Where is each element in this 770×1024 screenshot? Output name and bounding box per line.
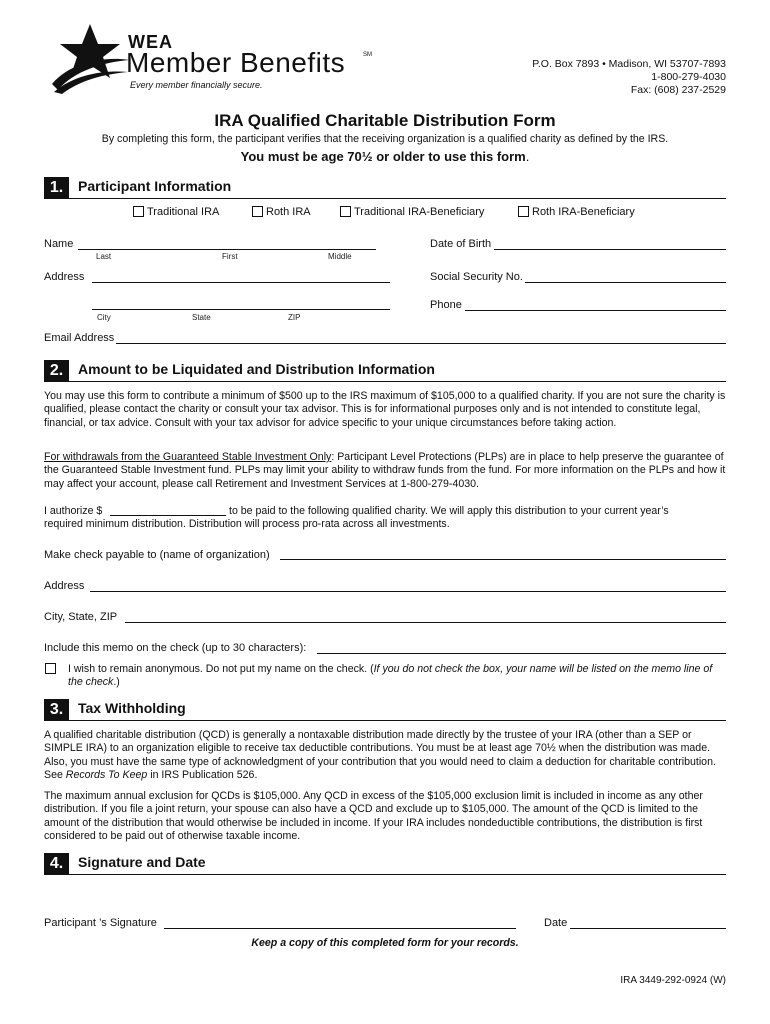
roth-ira-label: Roth IRA: [266, 206, 311, 218]
name-label: Name: [44, 238, 74, 250]
signature-field[interactable]: [164, 928, 516, 929]
address-line-2: 1-800-279-4030: [651, 71, 726, 83]
section-1-title: Participant Information: [78, 178, 232, 194]
form-title: IRA Qualified Charitable Distribution Form: [214, 111, 556, 130]
section-4-header: [44, 853, 726, 875]
star-swoosh-icon: [50, 22, 130, 94]
name-sub-last: Last: [96, 252, 112, 261]
section-2-title: Amount to be Liquidated and Distribution Information: [78, 361, 435, 377]
logo: [50, 22, 380, 97]
section-4-title: Signature and Date: [78, 854, 206, 870]
address-field[interactable]: [92, 282, 390, 283]
anonymous-text-a: I wish to remain anonymous. Do not put my name on the check. (: [68, 663, 374, 675]
roth-ira-beneficiary-label: Roth IRA-Beneficiary: [532, 206, 635, 218]
section-2-header: [44, 360, 726, 382]
dob-field[interactable]: [494, 249, 726, 250]
roth-ira-checkbox[interactable]: [252, 206, 263, 217]
form-code: IRA 3449-292-0924 (W): [620, 975, 726, 986]
logo-wea: WEA: [128, 32, 173, 52]
email-label: Email Address: [44, 332, 115, 344]
keep-copy-note: Keep a copy of this completed form for your records.: [251, 937, 519, 949]
charity-city-field[interactable]: [125, 622, 726, 623]
section-3-header: [44, 699, 726, 721]
age-notice-end: .: [525, 149, 530, 164]
payable-field[interactable]: [280, 559, 726, 560]
anonymous-text-b: .): [113, 676, 120, 689]
name-field[interactable]: [78, 249, 376, 250]
memo-label: Include this memo on the check (up to 30 characters):: [44, 642, 307, 654]
qcd-text-a: A qualified charitable distribution (QCD) is generally a nontaxable distribution made directly by the trustee of your IRA (other than a SEP or SIMPLE IRA) to an organization eligible to receive tax deductible contributions. You must be at least age 70½ when the distribution was made. Also, you must have the same type of acknowledgment of your contribution that you would need to claim a deduction for charitable contribution. See: [44, 729, 716, 782]
city-state-zip-field[interactable]: [92, 309, 390, 310]
signature-label: Participant ’s Signature: [44, 917, 157, 929]
ssn-label: Social Security No.: [430, 271, 523, 283]
section-3-paragraph-2: The maximum annual exclusion for QCDs is $105,000. Any QCD in excess of the $105,000 exclusion limit is included in income as any other distribution. If you file a joint return, your spouse can also have a QCD and exclude up to $105,000. The amount of the QCD is limited to the amount of the distribution that would otherwise be included in income. If your IRA includes nondeductible contributions, the distribution is first considered to be paid out of otherwise taxable income.: [44, 790, 703, 843]
gsi-text: : Participant Level Protections (PLPs) are in place to help preserve the guarantee of the Guaranteed Stable Investment fund. PLPs may limit your ability to withdraw funds from the fund. For more information on the PLPs and how it may affect your account, please call Retirement and Investment Services at 1-800-279-4030.: [44, 451, 726, 490]
payable-label: Make check payable to (name of organization): [44, 549, 270, 561]
age-notice-text: You must be age 70½ or older to use this form: [240, 149, 526, 164]
charity-address-label: Address: [44, 580, 85, 592]
intro-text: By completing this form, the participant verifies that the receiving organization is a qualified charity as defined by the IRS.: [101, 133, 669, 145]
email-field[interactable]: [116, 343, 726, 344]
address-line-1: P.O. Box 7893 • Madison, WI 53707-7893: [532, 58, 726, 70]
dob-label: Date of Birth: [430, 238, 492, 250]
date-field[interactable]: [570, 928, 726, 929]
logo-tm: SM: [363, 52, 372, 58]
authorize-text-1: I authorize $: [44, 505, 103, 517]
ssn-field[interactable]: [525, 282, 726, 283]
memo-field[interactable]: [317, 653, 726, 654]
phone-label: Phone: [430, 299, 462, 311]
zip-sub: ZIP: [288, 313, 301, 322]
section-1-number: 1.: [44, 177, 69, 198]
section-3-number: 3.: [44, 699, 69, 720]
section-2-paragraph-2: [44, 451, 726, 491]
address-line-3: Fax: (608) 237-2529: [630, 84, 726, 96]
anonymous-checkbox[interactable]: [45, 663, 56, 674]
traditional-ira-beneficiary-checkbox[interactable]: [340, 206, 351, 217]
charity-address-field[interactable]: [90, 591, 726, 592]
section-4-number: 4.: [44, 853, 69, 874]
traditional-ira-checkbox[interactable]: [133, 206, 144, 217]
name-sub-first: First: [222, 252, 238, 261]
section-1-header: [44, 177, 726, 199]
logo-member-benefits: Member Benefits: [126, 47, 346, 78]
authorize-amount-field[interactable]: [110, 515, 226, 516]
logo-tagline: Every member financially secure.: [130, 80, 263, 90]
authorize-text-3: required minimum distribution. Distribution will process pro-rata across all investments.: [44, 518, 450, 530]
qcd-text-b: in IRS Publication 526.: [147, 769, 258, 782]
anonymous-text-italic: If you do not check the box, your name will be listed on the memo line of the check: [68, 663, 713, 689]
traditional-ira-beneficiary-label: Traditional IRA-Beneficiary: [354, 206, 485, 218]
state-sub: State: [192, 313, 211, 322]
roth-ira-beneficiary-checkbox[interactable]: [518, 206, 529, 217]
date-label: Date: [544, 917, 568, 929]
traditional-ira-label: Traditional IRA: [147, 206, 220, 218]
section-2-number: 2.: [44, 360, 69, 381]
authorize-text-2: to be paid to the following qualified charity. We will apply this distribution to your current year’s: [229, 505, 669, 517]
city-sub: City: [97, 313, 111, 322]
qcd-text-italic: Records To Keep: [65, 769, 148, 782]
gsi-heading: For withdrawals from the Guaranteed Stable Investment Only: [44, 451, 332, 463]
charity-city-label: City, State, ZIP: [44, 611, 118, 623]
mailing-address: [532, 58, 726, 97]
section-2-paragraph-1: You may use this form to contribute a minimum of $500 up to the IRS maximum of $105,000 to a qualified charity. If you are not sure the charity is qualified, please contact the charity or consult your tax advisor. This is for informational purposes only and is not intended to constitute legal, financial, or tax advice. Consult with your tax advisor for advice specific to your unique circumstances before taking action.: [44, 390, 726, 429]
name-sub-middle: Middle: [328, 252, 352, 261]
phone-field[interactable]: [465, 310, 726, 311]
section-3-title: Tax Withholding: [78, 700, 186, 716]
address-label: Address: [44, 271, 85, 283]
section-3-paragraph-1: [44, 729, 726, 783]
age-notice: [0, 149, 770, 164]
anonymous-text: [68, 663, 718, 690]
